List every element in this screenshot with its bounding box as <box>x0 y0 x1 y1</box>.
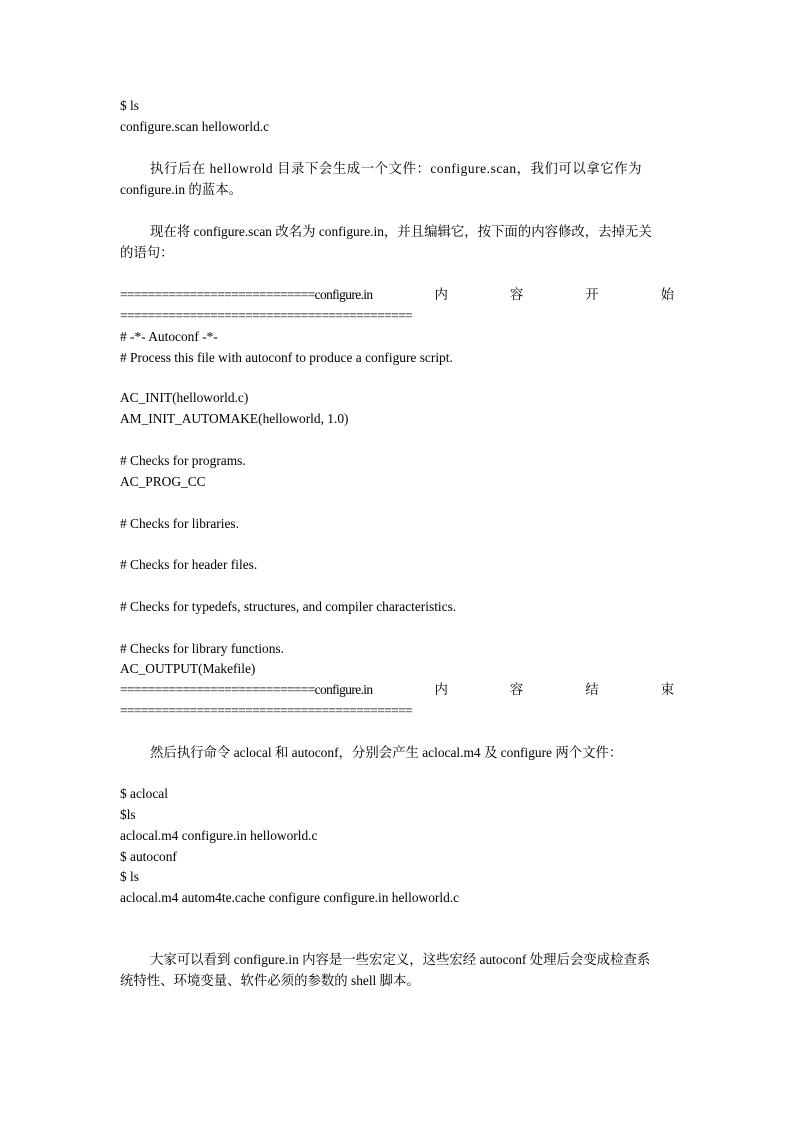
code-line: # Checks for programs. <box>120 453 246 468</box>
separator-word: 内 <box>434 682 448 697</box>
code-line: AM_INIT_AUTOMAKE(helloworld, 1.0) <box>120 411 349 426</box>
code-line: AC_INIT(helloworld.c) <box>120 390 249 405</box>
paragraph-2-line-2: 的语句： <box>120 245 174 260</box>
separator-word: 结 <box>585 682 599 697</box>
separator-word: 容 <box>509 682 524 697</box>
paragraph-1-line-2: configure.in 的蓝本。 <box>120 182 242 197</box>
paragraph-4-line-2: 统特性、环境变量、软件必须的参数的 shell 脚本。 <box>120 973 420 988</box>
code-line: # -*- Autoconf -*- <box>120 329 218 344</box>
separator-equals-line: ========================================== <box>120 308 412 323</box>
separator-word: 内 <box>434 287 448 302</box>
paragraph-1-line-1 <box>150 161 674 177</box>
code-line: AC_OUTPUT(Makefile) <box>120 661 256 676</box>
output-line: aclocal.m4 configure.in helloworld.c <box>120 828 318 843</box>
output-line: configure.scan helloworld.c <box>120 119 270 134</box>
command-line: $ aclocal <box>120 786 168 801</box>
separator-word: 容 <box>509 287 524 302</box>
code-line: AC_PROG_CC <box>120 474 206 489</box>
paragraph-3: 然后执行命令 aclocal 和 autoconf，分别会产生 aclocal.m4 及 configure 两个文件： <box>150 745 623 760</box>
separator-equals: ============================configure.in <box>120 287 373 302</box>
command-line: $ ls <box>120 98 139 113</box>
paragraph-4-line-1: 大家可以看到 configure.in 内容是一些宏定义，这些宏经 autoconf 处理后会变成检查系 <box>150 952 651 967</box>
code-line: # Checks for library functions. <box>120 641 284 656</box>
command-line: $ autoconf <box>120 849 177 864</box>
separator-word: 始 <box>660 287 674 302</box>
separator-equals-line: ========================================== <box>120 703 412 718</box>
separator-word: 束 <box>660 682 674 697</box>
separator-end <box>120 682 674 698</box>
separator-word: 开 <box>585 287 599 302</box>
code-line: # Checks for libraries. <box>120 516 239 531</box>
command-line: $ ls <box>120 869 139 884</box>
paragraph-1-text: 执行后在 hellowrold 目录下会生成一个文件：configure.scan，我们可以拿它作为 <box>150 161 643 176</box>
separator-start <box>120 287 674 303</box>
code-line: # Process this file with autoconf to produce a configure script. <box>120 350 453 365</box>
separator-equals: ============================configure.in <box>120 682 373 697</box>
output-line: aclocal.m4 autom4te.cache configure configure.in helloworld.c <box>120 890 460 905</box>
paragraph-2-line-1: 现在将 configure.scan 改名为 configure.in，并且编辑它，按下面的内容修改，去掉无关 <box>150 224 652 239</box>
code-line: # Checks for typedefs, structures, and compiler characteristics. <box>120 599 457 614</box>
code-line: # Checks for header files. <box>120 557 258 572</box>
command-line: $ls <box>120 807 136 822</box>
